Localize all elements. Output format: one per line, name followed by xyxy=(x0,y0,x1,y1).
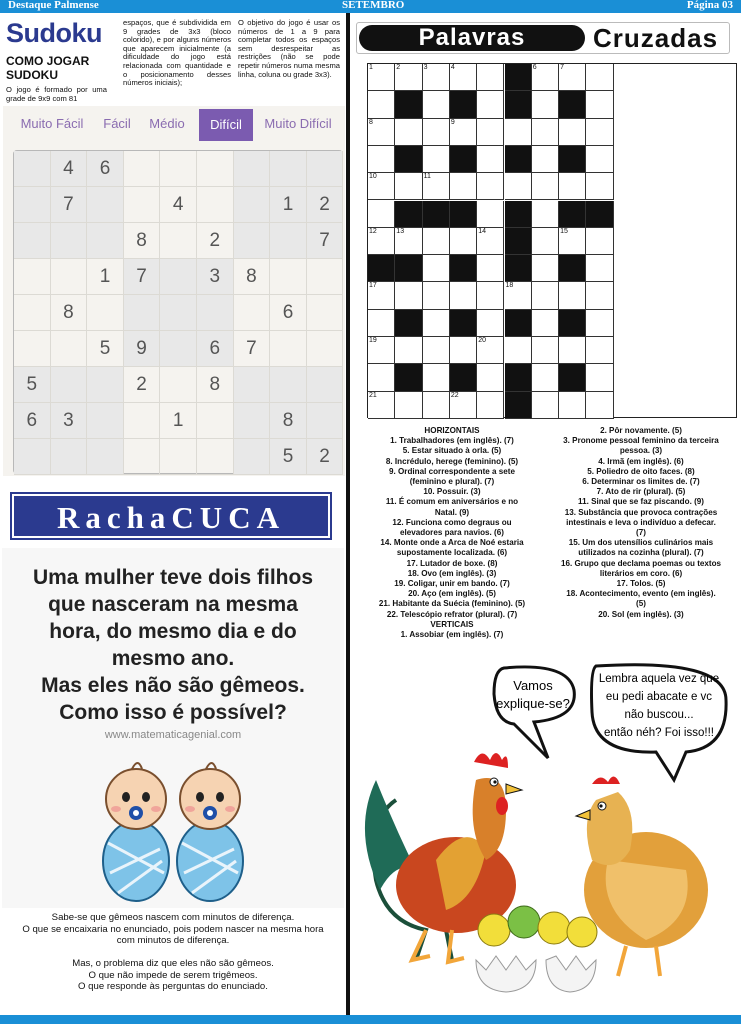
crossword-cell[interactable]: 1 xyxy=(368,64,395,91)
crossword-clue: 16. Grupo que declama poemas ou textos xyxy=(560,558,722,568)
crossword-cell[interactable] xyxy=(532,364,559,391)
sudoku-cell[interactable]: 2 xyxy=(124,367,161,403)
sudoku-cell[interactable] xyxy=(160,367,197,403)
crossword-cell[interactable] xyxy=(586,64,613,91)
crossword-cell[interactable]: 13 xyxy=(395,228,422,255)
crossword-clue: 12. Funciona como degraus ou xyxy=(392,517,512,527)
crossword-block xyxy=(450,201,477,228)
clues-left xyxy=(358,426,546,640)
sudoku-cell[interactable] xyxy=(197,403,234,439)
crossword-block xyxy=(505,364,532,391)
crossword-cell[interactable] xyxy=(423,364,450,391)
crossword-block xyxy=(450,364,477,391)
sudoku-cell[interactable] xyxy=(14,223,51,259)
crossword-cell[interactable] xyxy=(395,282,422,309)
bubble-right-line: não buscou... xyxy=(624,709,694,721)
bubble-right-line: eu pedi abacate e vc xyxy=(605,691,713,703)
sudoku-cell[interactable] xyxy=(14,151,51,187)
sudoku-cell[interactable]: 2 xyxy=(307,439,344,475)
crossword-block xyxy=(395,146,422,173)
crossword-clue: elevadores para navios. (6) xyxy=(400,528,504,538)
crossword-cell[interactable] xyxy=(395,392,422,419)
crossword-cell[interactable] xyxy=(368,310,395,337)
sudoku-cell[interactable] xyxy=(51,439,88,475)
tab-dificil[interactable]: Difícil xyxy=(199,109,253,141)
sudoku-cell[interactable] xyxy=(51,331,88,367)
sudoku-cell[interactable] xyxy=(51,367,88,403)
crossword-cell[interactable] xyxy=(423,91,450,118)
crossword-block xyxy=(586,201,613,228)
crossword-block xyxy=(559,146,586,173)
crossword-clue: 2. Pôr novamente. (5) xyxy=(600,426,682,435)
crossword-cell[interactable]: 19 xyxy=(368,337,395,364)
crossword-block xyxy=(395,364,422,391)
crossword-cell[interactable] xyxy=(586,255,613,282)
crossword-cell[interactable] xyxy=(477,64,504,91)
sudoku-cell[interactable]: 4 xyxy=(160,187,197,223)
answer-line xyxy=(0,947,346,959)
crossword-cell[interactable] xyxy=(505,173,532,200)
crossword-block xyxy=(505,201,532,228)
crossword-cell[interactable]: 3 xyxy=(423,64,450,91)
crossword-cell[interactable] xyxy=(423,282,450,309)
crossword-block xyxy=(423,201,450,228)
page-footer-bar xyxy=(0,1015,741,1024)
sudoku-cell[interactable] xyxy=(160,439,197,475)
crossword-cell[interactable] xyxy=(532,310,559,337)
crossword-clue: 4. Irmã (em inglês). (6) xyxy=(598,456,684,466)
crossword-cell[interactable] xyxy=(395,119,422,146)
crossword-clue: HORIZONTAIS xyxy=(424,426,480,435)
crossword-cell[interactable] xyxy=(423,337,450,364)
crossword-clue: 15. Um dos utensílios culinários mais xyxy=(568,538,714,548)
crossword-block xyxy=(505,310,532,337)
riddle-line: Uma mulher teve dois filhos xyxy=(32,566,314,589)
crossword-cell[interactable] xyxy=(559,392,586,419)
crossword-cell[interactable] xyxy=(423,228,450,255)
sudoku-cell[interactable] xyxy=(124,151,161,187)
sudoku-cell[interactable] xyxy=(197,295,234,331)
crossword-clue: intestinais e leva o indivíduo a defecar. xyxy=(566,517,716,527)
sudoku-cell[interactable]: 7 xyxy=(124,259,161,295)
sudoku-cell[interactable]: 8 xyxy=(234,259,271,295)
twin-babies-illustration xyxy=(98,753,250,903)
crossword-cell[interactable] xyxy=(586,91,613,118)
riddle-source-url: www.matematicagenial.com xyxy=(104,729,242,741)
sudoku-cell[interactable] xyxy=(124,403,161,439)
sudoku-cell[interactable] xyxy=(160,295,197,331)
sudoku-cell[interactable] xyxy=(307,403,344,439)
crossword-cell[interactable]: 11 xyxy=(423,173,450,200)
clues-right xyxy=(548,426,734,620)
bubble-right-line: Lembra aquela vez que xyxy=(598,673,720,685)
crossword-cell[interactable]: 2 xyxy=(395,64,422,91)
answer-line: Sabe-se que gêmeos nascem com minutos de diferença. xyxy=(51,912,295,923)
sudoku-cell[interactable]: 6 xyxy=(14,403,51,439)
crossword-title-pill: Palavras xyxy=(359,25,585,51)
crossword-cell[interactable] xyxy=(586,392,613,419)
sudoku-cell[interactable] xyxy=(14,331,51,367)
crossword-cell[interactable] xyxy=(477,91,504,118)
sudoku-cell[interactable] xyxy=(197,439,234,475)
crossword-block xyxy=(559,255,586,282)
sudoku-cell[interactable]: 6 xyxy=(197,331,234,367)
sudoku-cell[interactable] xyxy=(87,187,124,223)
crossword-cell[interactable]: 21 xyxy=(368,392,395,419)
crossword-cell[interactable]: 10 xyxy=(368,173,395,200)
sudoku-cell[interactable] xyxy=(234,295,271,331)
baby-left-icon xyxy=(103,763,169,901)
riddle-question xyxy=(2,564,344,726)
crossword-cell[interactable]: 15 xyxy=(559,228,586,255)
crossword-clue: 5. Poliedro de oito faces. (8) xyxy=(587,466,695,476)
crossword-clue: (5) xyxy=(636,599,646,609)
sudoku-cell[interactable] xyxy=(51,259,88,295)
crossword-block xyxy=(559,310,586,337)
riddle-line: hora, do mesmo dia e do xyxy=(49,620,297,643)
crossword-block xyxy=(559,201,586,228)
crossword-clue: 17. Tolos. (5) xyxy=(616,579,666,589)
crossword-clue: 20. Sol (em inglês). (3) xyxy=(598,609,684,619)
sudoku-cell[interactable] xyxy=(87,295,124,331)
crossword-cell[interactable] xyxy=(532,282,559,309)
chickens-cartoon xyxy=(356,660,736,1010)
chicks-icon xyxy=(476,906,597,992)
crossword-clue: 10. Possuir. (3) xyxy=(423,487,481,497)
page-number: Página 03 xyxy=(686,0,733,11)
crossword-block xyxy=(559,364,586,391)
column-divider xyxy=(346,13,350,1015)
crossword-cell[interactable]: 7 xyxy=(559,64,586,91)
sudoku-cell[interactable]: 1 xyxy=(87,259,124,295)
crossword-cell[interactable] xyxy=(423,146,450,173)
crossword-cell[interactable] xyxy=(532,119,559,146)
sudoku-cell[interactable] xyxy=(87,367,124,403)
sudoku-cell[interactable]: 5 xyxy=(270,439,307,475)
crossword-block xyxy=(395,91,422,118)
crossword-block: 16 xyxy=(450,255,477,282)
difficulty-tabs xyxy=(3,106,345,144)
answer-line: O que responde às perguntas do enunciado. xyxy=(78,981,268,992)
sudoku-title: Sudoku xyxy=(6,18,102,48)
sudoku-cell[interactable]: 5 xyxy=(87,331,124,367)
crossword-cell[interactable]: 9 xyxy=(450,119,477,146)
crossword-title xyxy=(356,22,730,54)
crossword-cell[interactable]: 6 xyxy=(532,64,559,91)
crossword-block xyxy=(395,201,422,228)
crossword-cell[interactable] xyxy=(532,392,559,419)
sudoku-cell[interactable] xyxy=(14,295,51,331)
crossword-cell[interactable] xyxy=(477,310,504,337)
crossword-cell[interactable] xyxy=(477,364,504,391)
crossword-cell[interactable] xyxy=(586,146,613,173)
bubble-left-line: Vamos xyxy=(513,678,553,693)
crossword-block xyxy=(368,255,395,282)
crossword-cell[interactable] xyxy=(395,173,422,200)
crossword-clue: supostamente localizada. (6) xyxy=(396,548,508,558)
answer-line: Mas, o problema diz que eles não são gêmeos. xyxy=(72,958,274,969)
sudoku-cell[interactable]: 3 xyxy=(51,403,88,439)
crossword-clue: VERTICAIS xyxy=(430,619,474,629)
sudoku-cell[interactable] xyxy=(307,331,344,367)
answer-line: O que não impede de serem trigêmeos. xyxy=(88,969,258,981)
crossword-grid xyxy=(367,63,737,418)
crossword-cell[interactable] xyxy=(586,228,613,255)
crossword-cell[interactable] xyxy=(477,255,504,282)
crossword-cell[interactable] xyxy=(423,119,450,146)
crossword-block xyxy=(450,91,477,118)
crossword-cell[interactable]: 22 xyxy=(450,392,477,419)
sudoku-cell[interactable]: 5 xyxy=(14,367,51,403)
cartoon-illustration xyxy=(356,660,736,1010)
sudoku-cell[interactable]: 7 xyxy=(307,223,344,259)
sudoku-cell[interactable] xyxy=(197,151,234,187)
answer-line: com minutos de diferença. xyxy=(116,935,230,946)
crossword-clue: 6. Determinar os limites de. (7) xyxy=(582,477,700,487)
crossword-cell[interactable] xyxy=(559,282,586,309)
sudoku-cell[interactable] xyxy=(270,331,307,367)
crossword-block xyxy=(505,255,532,282)
sudoku-cell[interactable]: 1 xyxy=(270,187,307,223)
crossword-clue: 5. Estar situado à orla. (5) xyxy=(402,446,502,456)
crossword-cell[interactable] xyxy=(586,173,613,200)
sudoku-cell[interactable] xyxy=(124,295,161,331)
crossword-clue: literários em coro. (6) xyxy=(599,568,683,578)
riddle-line: que nasceram na mesma xyxy=(48,593,298,616)
sudoku-cell[interactable]: 2 xyxy=(307,187,344,223)
crossword-clue: utilizados na cozinha (plural). (7) xyxy=(578,548,704,558)
crossword-clue: (feminino e plural). (7) xyxy=(409,477,495,487)
crossword-clue: pessoa. (3) xyxy=(619,446,663,456)
crossword-block xyxy=(505,146,532,173)
sudoku-subtitle: COMO JOGAR SUDOKU xyxy=(6,54,90,82)
crossword-block xyxy=(450,310,477,337)
riddle-line: Mas eles não são gêmeos. xyxy=(41,674,305,697)
sudoku-cell[interactable] xyxy=(87,403,124,439)
crossword-cell[interactable] xyxy=(477,201,504,228)
sudoku-cell[interactable]: 4 xyxy=(51,151,88,187)
sudoku-cell[interactable] xyxy=(234,151,271,187)
sudoku-cell[interactable]: 8 xyxy=(197,367,234,403)
crossword-cell[interactable] xyxy=(532,91,559,118)
sudoku-cell[interactable] xyxy=(124,439,161,475)
sudoku-cell[interactable] xyxy=(270,223,307,259)
sudoku-cell[interactable] xyxy=(270,367,307,403)
crossword-cell[interactable]: 8 xyxy=(368,119,395,146)
sudoku-cell[interactable]: 8 xyxy=(124,223,161,259)
crossword-clue: 1. Assobiar (em inglês). (7) xyxy=(400,630,504,640)
crossword-cell[interactable] xyxy=(450,337,477,364)
sudoku-grid xyxy=(13,150,343,474)
sudoku-cell[interactable] xyxy=(197,187,234,223)
sudoku-cell[interactable] xyxy=(51,223,88,259)
crossword-cell[interactable] xyxy=(559,337,586,364)
crossword-clue: 1. Trabalhadores (em inglês). (7) xyxy=(390,436,514,446)
sudoku-cell[interactable] xyxy=(160,151,197,187)
sudoku-cell[interactable] xyxy=(307,367,344,403)
sudoku-cell[interactable] xyxy=(234,223,271,259)
crossword-cell[interactable] xyxy=(559,119,586,146)
crossword-cell[interactable] xyxy=(532,201,559,228)
crossword-clue: 22. Telescópio refrator (plural). (7) xyxy=(386,609,518,619)
crossword-cell[interactable] xyxy=(532,255,559,282)
crossword-cell[interactable] xyxy=(423,310,450,337)
crossword-cell[interactable] xyxy=(477,146,504,173)
sudoku-rules-col3: O objetivo do jogo é usar os números de 1 a 9 para completar todos os espaços sem desrespeitar as restrições (não se pode repetir números numa mesma linha, coluna ou grade 3x3). xyxy=(238,18,340,79)
riddle-answer xyxy=(0,912,346,993)
sudoku-cell[interactable] xyxy=(307,295,344,331)
tab-facil[interactable]: Fácil xyxy=(103,116,131,131)
page-header xyxy=(0,0,741,13)
crossword-cell[interactable] xyxy=(368,91,395,118)
newspaper-name: Destaque Palmense xyxy=(8,0,99,11)
crossword-block xyxy=(395,310,422,337)
crossword-clue: 9. Ordinal correspondente a sete xyxy=(389,466,515,476)
sudoku-cell[interactable] xyxy=(160,223,197,259)
sudoku-cell[interactable]: 9 xyxy=(124,331,161,367)
crossword-cell[interactable] xyxy=(532,146,559,173)
crossword-title-word: Cruzadas xyxy=(593,23,719,53)
riddle-line: Como isso é possível? xyxy=(59,701,287,724)
crossword-block xyxy=(450,146,477,173)
crossword-clue: (7) xyxy=(636,528,646,538)
crossword-clue: 17. Lutador de boxe. (8) xyxy=(406,558,498,568)
crossword-cell[interactable] xyxy=(586,119,613,146)
crossword-clue: 19. Coligar, unir em bando. (7) xyxy=(394,579,510,589)
sudoku-cell[interactable] xyxy=(234,439,271,475)
crossword-clue: Natal. (9) xyxy=(434,507,470,517)
crossword-clue: 7. Ato de rir (plural). (5) xyxy=(596,487,686,497)
crossword-cell[interactable]: 4 xyxy=(450,64,477,91)
sudoku-cell[interactable]: 6 xyxy=(87,151,124,187)
tab-muito-dificil[interactable]: Muito Difícil xyxy=(264,116,332,131)
sudoku-intro: O jogo é formado por uma grade de 9x9 com 81 xyxy=(6,85,107,103)
sudoku-cell[interactable] xyxy=(160,259,197,295)
sudoku-cell[interactable]: 7 xyxy=(51,187,88,223)
sudoku-cell[interactable] xyxy=(234,367,271,403)
sudoku-cell[interactable] xyxy=(160,331,197,367)
crossword-cell[interactable] xyxy=(505,337,532,364)
month-label: SETEMBRO xyxy=(342,0,405,11)
sudoku-panel xyxy=(3,106,345,476)
sudoku-cell[interactable]: 7 xyxy=(234,331,271,367)
sudoku-cell[interactable] xyxy=(14,259,51,295)
crossword-clue: 20. Aço (em inglês). (5) xyxy=(408,589,496,599)
sudoku-cell[interactable] xyxy=(14,439,51,475)
riddle-line: mesmo ano. xyxy=(111,647,235,670)
crossword-cell[interactable] xyxy=(368,364,395,391)
crossword-cell[interactable] xyxy=(477,392,504,419)
tab-medio[interactable]: Médio xyxy=(149,116,185,131)
crossword-cell[interactable] xyxy=(423,255,450,282)
crossword-block xyxy=(505,228,532,255)
crossword-cell[interactable] xyxy=(586,282,613,309)
crossword-clue: 8. Incrédulo, herege (feminino). (5) xyxy=(385,456,519,466)
crossword-block xyxy=(505,91,532,118)
tab-muito-facil[interactable]: Muito Fácil xyxy=(20,116,84,131)
sudoku-cell[interactable] xyxy=(234,187,271,223)
crossword-cell[interactable] xyxy=(586,310,613,337)
crossword-cell[interactable]: 20 xyxy=(477,337,504,364)
sudoku-cell[interactable]: 6 xyxy=(270,295,307,331)
crossword-cell[interactable]: 18 xyxy=(505,282,532,309)
crossword-cell[interactable] xyxy=(477,173,504,200)
sudoku-cell[interactable]: 8 xyxy=(51,295,88,331)
sudoku-cell[interactable]: 3 xyxy=(197,259,234,295)
crossword-cell[interactable] xyxy=(532,337,559,364)
riddle-card xyxy=(2,548,344,908)
crossword-clue: 14. Monte onde a Arca de Noé estaria xyxy=(380,538,524,548)
crossword-clue: 18. Ovo (em inglês). (3) xyxy=(407,568,497,578)
crossword-clue: 11. Sinal que se faz piscando. (9) xyxy=(578,497,704,507)
crossword-clue: 21. Habitante da Suécia (feminino). (5) xyxy=(378,599,526,609)
bubble-left-line: explique-se? xyxy=(496,696,570,711)
hen-icon xyxy=(576,776,708,976)
crossword-block: 5 xyxy=(505,64,532,91)
crossword-cell[interactable] xyxy=(450,282,477,309)
crossword-cell[interactable] xyxy=(532,173,559,200)
sudoku-cell[interactable] xyxy=(14,187,51,223)
crossword-block xyxy=(395,255,422,282)
sudoku-cell[interactable] xyxy=(270,259,307,295)
rachacuca-banner: RachaCUCA xyxy=(12,494,330,538)
sudoku-rules-col2: espaços, que é subdividida em 9 grades de 3x3 (bloco colorido), e por alguns números que aparecem inicialmente (a dificuldade do jogo está relacionada com quantidade e o posicionamento desses números iniciais); xyxy=(123,18,231,88)
sudoku-cell[interactable]: 2 xyxy=(197,223,234,259)
crossword-cell[interactable] xyxy=(505,119,532,146)
crossword-block xyxy=(559,91,586,118)
crossword-cell[interactable]: 12 xyxy=(368,228,395,255)
crossword-cell[interactable] xyxy=(532,228,559,255)
crossword-cell[interactable] xyxy=(586,337,613,364)
crossword-cell[interactable] xyxy=(477,119,504,146)
crossword-cell[interactable] xyxy=(450,173,477,200)
crossword-clue: 18. Acontecimento, evento (em inglês). xyxy=(566,589,716,599)
crossword-clue: 13. Substância que provoca contrações xyxy=(564,507,718,517)
crossword-cell[interactable] xyxy=(586,364,613,391)
crossword-block xyxy=(505,392,532,419)
answer-line: O que se encaixaria no enunciado, pois podem nascer na mesma hora xyxy=(22,923,324,935)
crossword-cell[interactable]: 14 xyxy=(477,228,504,255)
sudoku-cell[interactable]: 1 xyxy=(160,403,197,439)
sudoku-cell[interactable] xyxy=(270,151,307,187)
sudoku-cell[interactable] xyxy=(87,223,124,259)
sudoku-cell[interactable] xyxy=(307,259,344,295)
crossword-cell[interactable] xyxy=(423,392,450,419)
crossword-cell[interactable] xyxy=(559,173,586,200)
crossword-clue: 3. Pronome pessoal feminino da terceira xyxy=(563,436,719,446)
crossword-clue: 11. É comum em aniversários e no xyxy=(385,497,519,507)
crossword-cell[interactable]: 17 xyxy=(368,282,395,309)
sudoku-cell[interactable]: 8 xyxy=(270,403,307,439)
sudoku-cell[interactable] xyxy=(307,151,344,187)
baby-right-icon xyxy=(177,763,243,901)
sudoku-cell[interactable] xyxy=(124,187,161,223)
sudoku-cell[interactable] xyxy=(234,403,271,439)
bubble-right-line: então néh? Foi isso!!! xyxy=(604,727,714,739)
crossword-cell[interactable] xyxy=(450,228,477,255)
crossword-cell[interactable] xyxy=(395,337,422,364)
crossword-cell[interactable] xyxy=(477,282,504,309)
crossword-cell[interactable] xyxy=(368,146,395,173)
crossword-cell[interactable] xyxy=(368,201,395,228)
sudoku-cell[interactable] xyxy=(87,439,124,475)
